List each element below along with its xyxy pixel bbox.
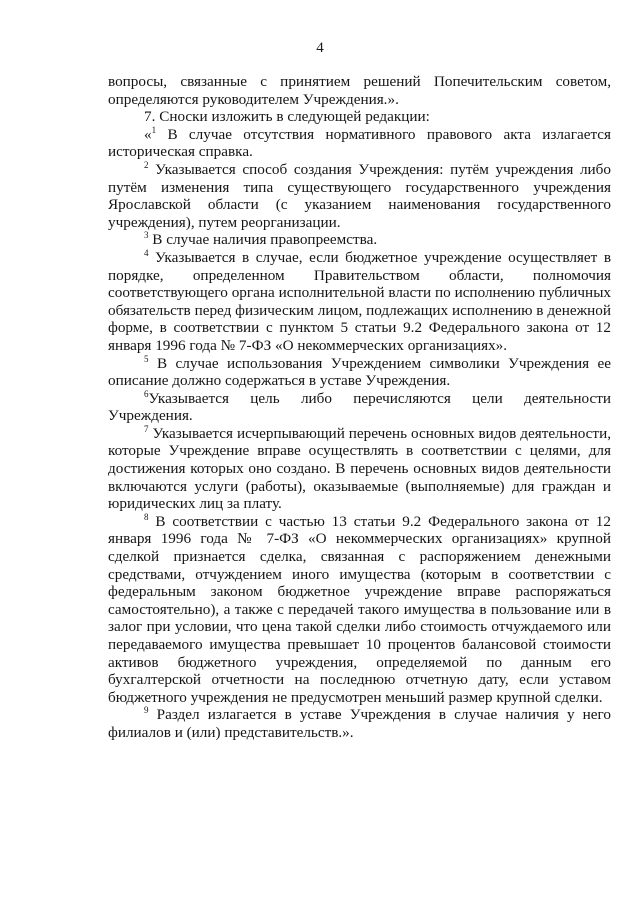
footnote-text: Указывается в случае, если бюджетное учреждение осуществляет в порядке, определенном Правительством области, полномочия соответствующего органа исполнительной власти по исполнению публичных обязательств перед физическим лицом, подлежащих исполнению в денежной форме, в соответствии с пунктом 5 статьи 9.2 Федерального закона от 12 января 1996 года № 7-ФЗ «О некоммерческих организациях».	[108, 248, 611, 354]
footnote-mark: 3	[144, 230, 149, 241]
footnote-mark: 7	[144, 423, 149, 434]
paragraph-text: вопросы, связанные с принятием решений Попечительским советом, определяются руководителем Учреждения.».	[108, 73, 611, 108]
footnote-mark: 9	[144, 705, 149, 716]
opening-quote: «	[144, 125, 152, 143]
footnote-4	[108, 249, 611, 355]
footnote-text: Раздел излагается в уставе Учреждения в случае наличия у него филиалов и (или) представительств.».	[108, 706, 611, 741]
footnote-1	[108, 126, 611, 161]
footnote-mark: 5	[144, 353, 149, 364]
footnote-text: Указывается цель либо перечисляются цели деятельности Учреждения.	[108, 389, 611, 425]
footnote-mark: 8	[144, 511, 149, 522]
paragraph-text: 7. Сноски изложить в следующей редакции:	[144, 108, 430, 126]
paragraph-continuation	[108, 73, 611, 108]
paragraph-item-7	[108, 108, 611, 126]
footnote-mark: 1	[151, 124, 157, 135]
footnote-text: В случае отсутствия нормативного правового акта излагается историческая справка.	[108, 125, 611, 161]
footnote-mark: 6	[144, 388, 149, 399]
footnote-text: В случае использования Учреждением символики Учреждения ее описание должно содержаться в уставе Учреждения.	[108, 354, 611, 390]
footnote-text: В случае наличия правопреемства.	[148, 231, 378, 249]
footnote-text: В соответствии с частью 13 статьи 9.2 Федерального закона от 12 января 1996 года № 7-ФЗ «О некоммерческих организациях» крупной сделкой признается сделка, связанная с распоряжением денежными средствами, отчуждением иного имущества (которым в соответствии с федеральным законом бюджетное учреждение вправе распоряжаться самостоятельно), а также с передачей такого имущества в пользование или в залог при условии, что цена такой сделки либо стоимость отчуждаемого или передаваемого имущества превышает 10 процентов балансовой стоимости активов бюджетного учреждения, определяемой по данным его бухгалтерской отчетности на последнюю отчетную дату, если уставом бюджетного учреждения не предусмотрен меньший размер крупной сделки.	[108, 512, 611, 706]
footnote-3	[108, 231, 611, 249]
footnote-8	[108, 513, 611, 707]
footnote-2	[108, 161, 611, 231]
footnote-7	[108, 425, 611, 513]
footnote-mark: 2	[144, 159, 149, 170]
footnote-text: Указывается исчерпывающий перечень основных видов деятельности, которые Учреждение вправе осуществлять в соответствии с целями, для достижения которых оно создано. В перечень основных видов деятельности включаются услуги (работы), оказываемые (выполняемые) для граждан и юридических лиц за плату.	[108, 424, 611, 513]
footnote-9	[108, 706, 611, 741]
document-body	[108, 73, 611, 742]
page-number: 4	[316, 40, 324, 56]
footnote-text: Указывается способ создания Учреждения: путём учреждения либо путём изменения типа существующего государственного учреждения Ярославской области (с указанием наименования государственного учреждения), путем реорганизации.	[108, 160, 611, 231]
footnote-5	[108, 355, 611, 390]
footnote-mark: 4	[144, 247, 149, 258]
footnote-6	[108, 390, 611, 425]
